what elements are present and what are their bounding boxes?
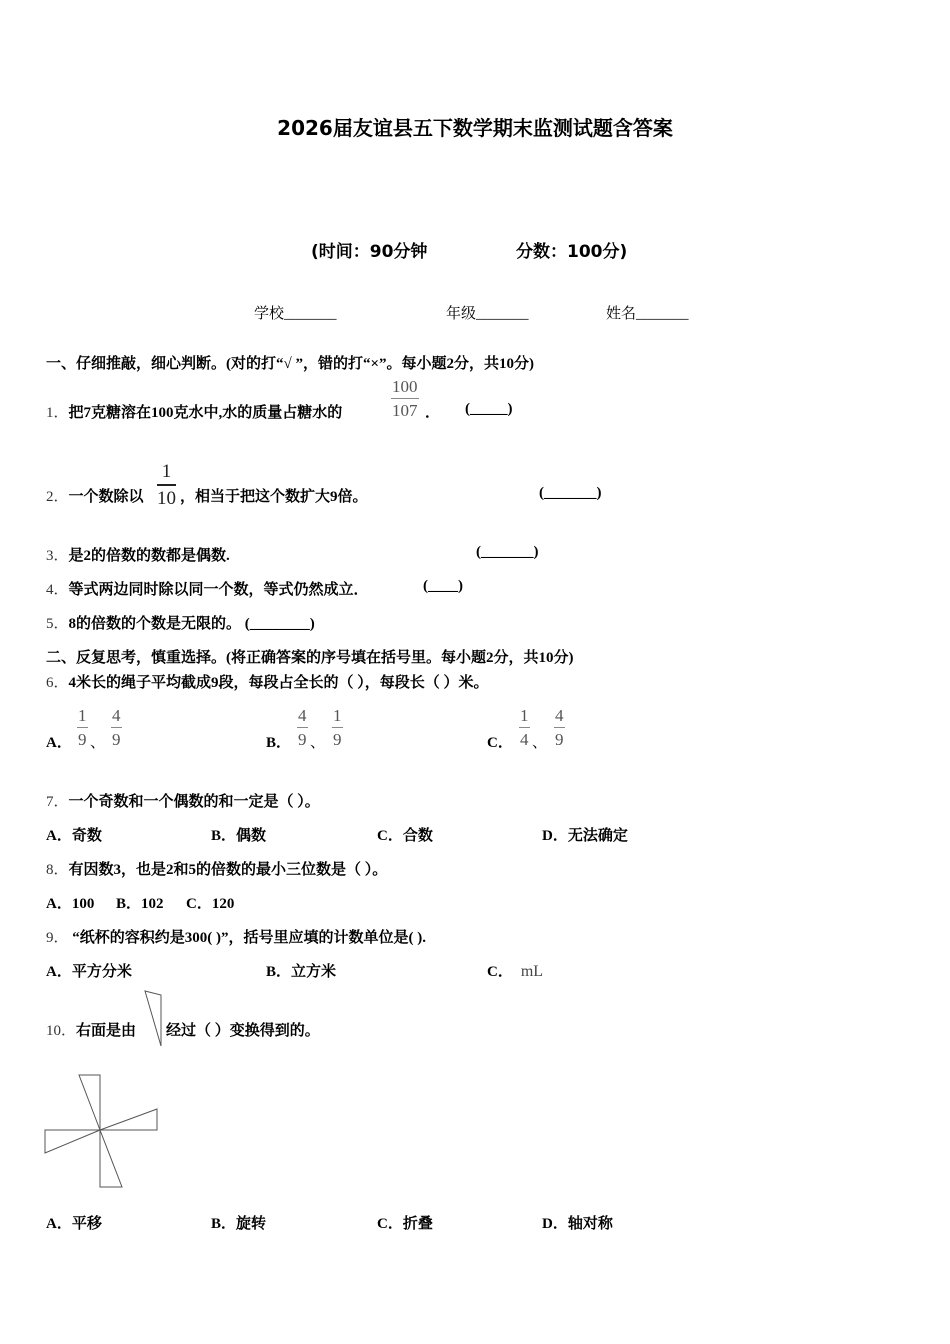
- q6-option-c-separator: 、: [532, 735, 548, 751]
- q5-number: 5．: [46, 616, 69, 632]
- q6-option-b-separator: 、: [310, 735, 326, 751]
- q7: [46, 790, 320, 811]
- q7-text: 一个奇数和一个偶数的和一定是（ ）。: [68, 794, 320, 810]
- fraction-denominator: 4: [520, 730, 529, 749]
- q5-text: 8的倍数的个数是无限的。 (________): [68, 616, 315, 632]
- section1-heading: 一、仔细推敲，细心判断。(对的打“√ ”，错的打“×”。每小题2分，共10分): [46, 356, 535, 372]
- q1: [46, 401, 342, 422]
- q9-option-b[interactable]: [266, 960, 336, 981]
- name-field: 姓名_______: [606, 306, 689, 322]
- q5: [46, 612, 315, 633]
- q3: [46, 544, 230, 565]
- fraction-numerator: 4: [298, 706, 307, 725]
- option-text: 合数: [402, 828, 433, 844]
- option-label: C．: [377, 828, 403, 844]
- fraction-numerator: 4: [112, 706, 121, 725]
- q8-option-c[interactable]: [186, 892, 234, 913]
- q6-option-a-fraction-2: [111, 707, 122, 748]
- q9-number: 9．: [46, 930, 69, 946]
- option-label: D．: [542, 1216, 568, 1232]
- q6-number: 6．: [46, 675, 69, 691]
- fraction-denominator: 9: [333, 730, 342, 749]
- q1-fraction-numerator: 100: [392, 377, 418, 396]
- q9-option-c[interactable]: [487, 960, 543, 981]
- q6-option-a-fraction-1: [77, 707, 88, 748]
- q1-number: 1．: [46, 405, 69, 421]
- q2-text-pre: 一个数除以: [68, 489, 144, 505]
- page-title: 2026届友谊县五下数学期末监测试题含答案: [277, 116, 673, 140]
- q6-option-b-label[interactable]: B．: [266, 735, 292, 751]
- q1-answer-blank[interactable]: (_____): [465, 401, 513, 417]
- option-text: 偶数: [236, 828, 267, 844]
- q8-option-a[interactable]: [46, 892, 94, 913]
- option-label: A．: [46, 828, 72, 844]
- q6: [46, 671, 489, 692]
- option-text: 无法确定: [567, 828, 628, 844]
- option-text: 102: [141, 896, 164, 912]
- q9-text: “纸杯的容积约是300( )”，括号里应填的计数单位是( ).: [68, 930, 426, 946]
- q7-option-d[interactable]: [542, 824, 628, 845]
- option-label: A．: [46, 896, 72, 912]
- option-label: B．: [116, 896, 142, 912]
- option-label: D．: [542, 828, 568, 844]
- q10-option-b[interactable]: [211, 1212, 266, 1233]
- q10-text-post: 经过（ ）变换得到的。: [166, 1023, 320, 1039]
- fraction-numerator: 1: [333, 706, 342, 725]
- q6-option-a-separator: 、: [90, 735, 106, 751]
- section2-heading: 二、反复思考，慎重选择。(将正确答案的序号填在括号里。每小题2分，共10分): [46, 650, 574, 666]
- q4-text: 等式两边同时除以同一个数，等式仍然成立．: [68, 582, 369, 598]
- option-text: 奇数: [71, 828, 102, 844]
- option-label: A．: [46, 1216, 72, 1232]
- school-field: 学校_______: [254, 306, 337, 322]
- q2-fraction: [157, 462, 176, 508]
- q6-option-b-fraction-1: [297, 707, 308, 748]
- q4-answer-blank[interactable]: (____): [423, 578, 463, 594]
- fraction-denominator: 9: [112, 730, 121, 749]
- q6-option-c-fraction-2: [554, 707, 565, 748]
- q10-pinwheel-figure: [44, 1074, 160, 1190]
- q6-option-c-fraction-1: [519, 707, 530, 748]
- option-label: B．: [211, 828, 237, 844]
- option-label: B．: [211, 1216, 237, 1232]
- grade-field: 年级_______: [446, 306, 529, 322]
- fraction-denominator: 9: [298, 730, 307, 749]
- q7-option-c[interactable]: [377, 824, 433, 845]
- option-text: 轴对称: [567, 1216, 613, 1232]
- option-text: 100: [71, 896, 95, 912]
- q10-option-c[interactable]: [377, 1212, 433, 1233]
- q2-fraction-denominator: 10: [157, 487, 176, 509]
- q10-number: 10．: [46, 1023, 77, 1039]
- fraction-numerator: 1: [78, 706, 87, 725]
- option-text: 平方分米: [71, 964, 132, 980]
- q7-number: 7．: [46, 794, 69, 810]
- q8-number: 8．: [46, 862, 69, 878]
- option-text: 平移: [71, 1216, 102, 1232]
- q2: [46, 485, 144, 506]
- q9: [46, 926, 426, 947]
- q10-option-a[interactable]: [46, 1212, 102, 1233]
- q2-fraction-numerator: 1: [161, 461, 172, 482]
- option-text: mL: [520, 963, 544, 980]
- option-text: 折叠: [402, 1216, 433, 1232]
- option-text: 120: [211, 896, 235, 912]
- q8-text: 有因数3，也是2和5的倍数的最小三位数是（ ）。: [68, 862, 388, 878]
- option-label: C．: [186, 896, 212, 912]
- fraction-numerator: 4: [555, 706, 564, 725]
- q6-option-b-fraction-2: [332, 707, 343, 748]
- q4: [46, 578, 369, 599]
- q4-number: 4．: [46, 582, 69, 598]
- q7-option-a[interactable]: [46, 824, 102, 845]
- q1-fraction-denominator: 107: [392, 401, 418, 420]
- option-label: C．: [377, 1216, 403, 1232]
- option-text: 旋转: [236, 1216, 267, 1232]
- q8-option-b[interactable]: [116, 892, 164, 913]
- q10-option-d[interactable]: [542, 1212, 613, 1233]
- q10-text-pre: 右面是由: [76, 1023, 137, 1039]
- q3-number: 3．: [46, 548, 69, 564]
- exam-time: (时间：90分钟: [311, 242, 428, 262]
- option-text: 立方米: [291, 964, 337, 980]
- q6-option-a-label[interactable]: A．: [46, 735, 72, 751]
- q3-text: 是2的倍数的数都是偶数.: [68, 548, 230, 564]
- fraction-denominator: 9: [78, 730, 87, 749]
- q2-text-post: ，相当于把这个数扩大9倍。: [180, 489, 368, 505]
- fraction-denominator: 9: [555, 730, 564, 749]
- option-label: A．: [46, 964, 72, 980]
- q3-answer-blank[interactable]: (_______): [476, 544, 539, 560]
- exam-score: 分数：100分): [516, 242, 628, 262]
- q1-tail: ．: [425, 405, 441, 421]
- q1-text: 把7克糖溶在100克水中,水的质量占糖水的: [68, 405, 343, 421]
- q7-option-b[interactable]: [211, 824, 266, 845]
- q10-triangle-figure: [143, 990, 165, 1048]
- option-label: B．: [266, 964, 292, 980]
- q9-option-a[interactable]: [46, 960, 132, 981]
- q6-option-c-label[interactable]: C．: [487, 735, 513, 751]
- option-label: C．: [487, 964, 513, 980]
- q1-fraction: [391, 378, 419, 419]
- fraction-numerator: 1: [520, 706, 529, 725]
- q2-answer-blank[interactable]: (_______): [539, 485, 602, 501]
- q6-text: 4米长的绳子平均截成9段，每段占全长的（ ），每段长（ ）米。: [68, 675, 489, 691]
- q8: [46, 858, 387, 879]
- q10: [46, 1019, 136, 1040]
- q2-number: 2．: [46, 489, 69, 505]
